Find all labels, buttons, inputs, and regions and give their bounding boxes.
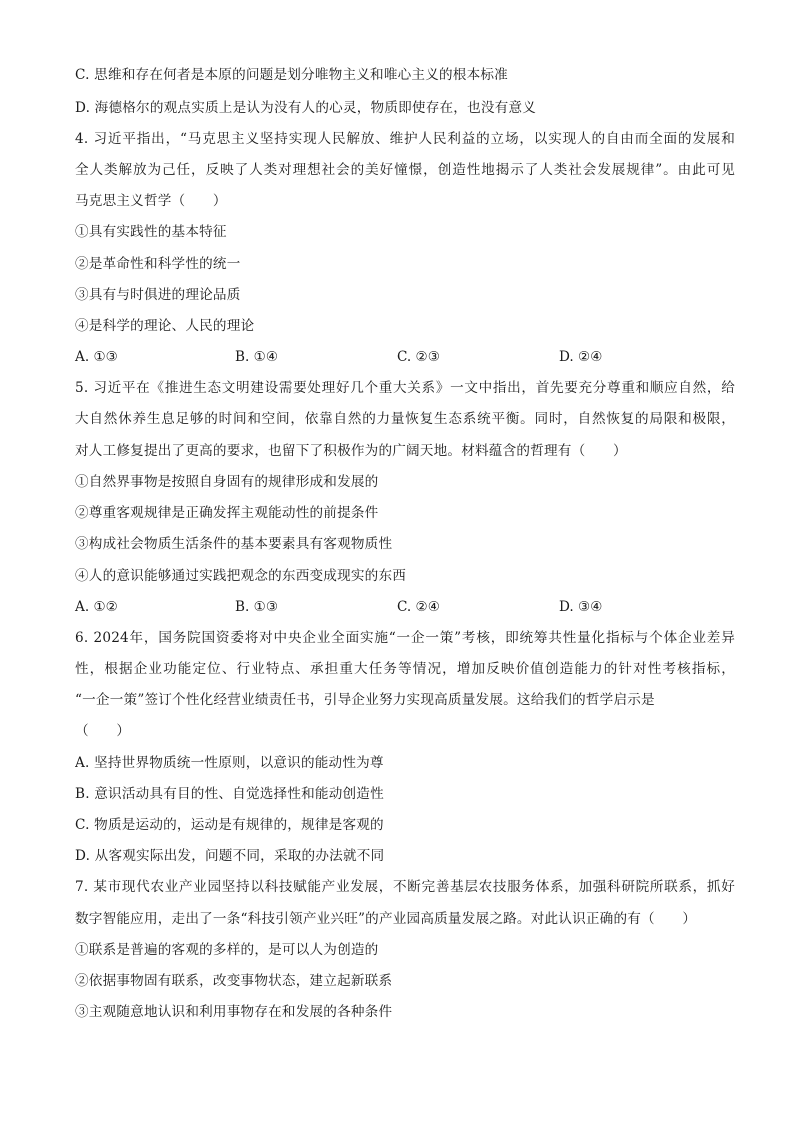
- q5-stem-line-1: 5. 习近平在《推进生态文明建设需要处理好几个重大关系》一文中指出，首先要充分尊重和顺应自然，给: [75, 380, 735, 396]
- q4-stem-line-1: 4. 习近平指出，“马克思主义坚持实现人民解放、维护人民利益的立场，以实现人的自由而全面的发展和: [75, 131, 735, 147]
- q4-stem-line-3: 马克思主义哲学（ ）: [75, 193, 227, 209]
- q6-option-c: C. 物质是运动的，运动是有规律的，规律是客观的: [75, 817, 384, 833]
- q7-stem-line-2: 数字智能应用，走出了一条“科技引领产业兴旺”的产业园高质量发展之路。对此认识正确的有（ ）: [75, 911, 697, 927]
- q5-option-b: B. ①③: [235, 599, 279, 615]
- q4-option-a: A. ①③: [75, 349, 118, 365]
- q7-item-2: ②依据事物固有联系，改变事物状态，建立起新联系: [75, 973, 393, 989]
- q5-option-c: C. ②④: [397, 599, 440, 615]
- q4-item-4: ④是科学的理论、人民的理论: [75, 318, 255, 334]
- q5-option-d: D. ③④: [559, 599, 603, 615]
- q4-option-d: D. ②④: [559, 349, 603, 365]
- q6-option-d: D. 从客观实际出发，问题不同，采取的办法就不同: [75, 848, 385, 864]
- q4-option-b: B. ①④: [235, 349, 279, 365]
- q6-option-a: A. 坚持世界物质统一性原则，以意识的能动性为尊: [75, 755, 384, 771]
- q5-item-1: ①自然界事物是按照自身固有的规律形成和发展的: [75, 474, 379, 490]
- q7-item-3: ③主观随意地认识和利用事物存在和发展的各种条件: [75, 1004, 393, 1020]
- q4-stem-line-2: 全人类解放为己任，反映了人类对理想社会的美好憧憬，创造性地揭示了人类社会发展规律”。由此可见: [75, 162, 735, 178]
- q5-option-a: A. ①②: [75, 599, 118, 615]
- q5-stem-line-3: 对人工修复提出了更高的要求，也留下了积极作为的广阔天地。材料蕴含的哲理有（ ）: [75, 443, 627, 459]
- q4-item-3: ③具有与时俱进的理论品质: [75, 287, 241, 303]
- q5-item-4: ④人的意识能够通过实践把观念的东西变成现实的东西: [75, 568, 407, 584]
- q4-option-c: C. ②③: [397, 349, 440, 365]
- q5-item-2: ②尊重客观规律是正确发挥主观能动性的前提条件: [75, 505, 379, 521]
- q6-stem-line-4: （ ）: [75, 723, 131, 739]
- q6-stem-line-1: 6. 2024年，国务院国资委将对中央企业全面实施“一企一策”考核，即统筹共性量化指标与个体企业差异: [75, 630, 735, 646]
- q3-option-d: D. 海德格尔的观点实质上是认为没有人的心灵，物质即使存在，也没有意义: [75, 100, 537, 116]
- q6-option-b: B. 意识活动具有目的性、自觉选择性和能动创造性: [75, 786, 384, 802]
- q5-stem-line-2: 大自然休养生息足够的时间和空间，依靠自然的力量恢复生态系统平衡。同时，自然恢复的局限和极限，: [75, 411, 735, 427]
- q7-stem-line-1: 7. 某市现代农业产业园坚持以科技赋能产业发展，不断完善基层农技服务体系，加强科研院所联系，抓好: [75, 879, 735, 895]
- q6-stem-line-3: “一企一策”签订个性化经营业绩责任书，引导企业努力实现高质量发展。这给我们的哲学启示是: [75, 692, 655, 708]
- q7-item-1: ①联系是普遍的客观的多样的，是可以人为创造的: [75, 942, 379, 958]
- q6-stem-line-2: 性，根据企业功能定位、行业特点、承担重大任务等情况，增加反映价值创造能力的针对性考核指标，: [75, 661, 735, 677]
- q3-option-c: C. 思维和存在何者是本原的问题是划分唯物主义和唯心主义的根本标准: [75, 67, 508, 83]
- q4-item-2: ②是革命性和科学性的统一: [75, 256, 241, 272]
- q4-item-1: ①具有实践性的基本特征: [75, 224, 227, 240]
- q5-item-3: ③构成社会物质生活条件的基本要素具有客观物质性: [75, 536, 393, 552]
- q5-options-row: [75, 597, 735, 617]
- q4-options-row: [75, 347, 735, 367]
